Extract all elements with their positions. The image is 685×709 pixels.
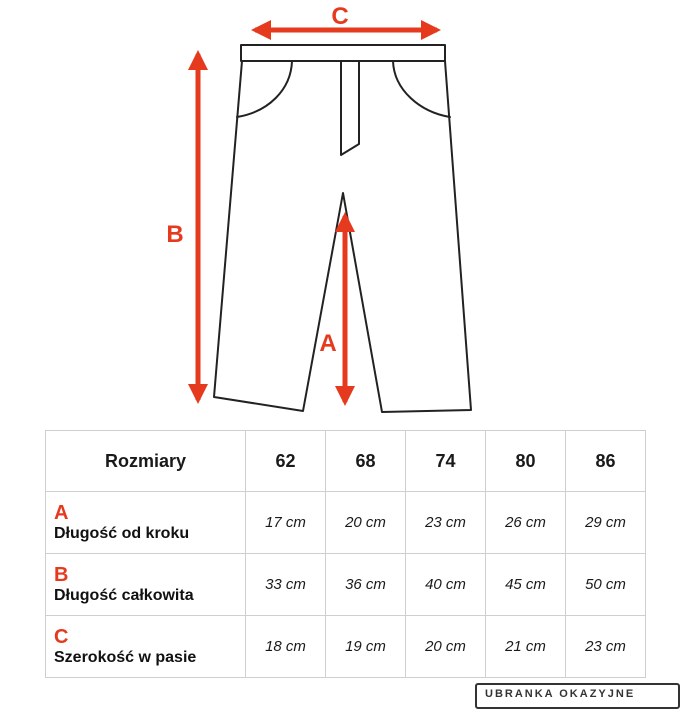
size-header: 62: [246, 431, 326, 492]
table-cell: 45 cm: [486, 554, 566, 616]
table-cell: 29 cm: [566, 492, 646, 554]
size-table: [45, 430, 646, 678]
size-header: 68: [326, 431, 406, 492]
table-cell: 40 cm: [406, 554, 486, 616]
size-header: 74: [406, 431, 486, 492]
table-cell: 50 cm: [566, 554, 646, 616]
table-cell: 23 cm: [566, 616, 646, 678]
label-b: B: [166, 221, 184, 248]
table-cell: 21 cm: [486, 616, 566, 678]
row-name: Długość całkowita: [54, 586, 194, 604]
right-pocket: [393, 61, 450, 117]
table-cell: 17 cm: [246, 492, 326, 554]
brand-logo: UBRANKA OKAZYJNE: [475, 683, 680, 709]
table-cell: 20 cm: [326, 492, 406, 554]
size-header: 86: [566, 431, 646, 492]
label-a: A: [319, 330, 337, 357]
table-header-row: [46, 431, 646, 492]
left-pocket: [237, 61, 292, 117]
table-cell: 19 cm: [326, 616, 406, 678]
table-cell: 23 cm: [406, 492, 486, 554]
table-cell: 33 cm: [246, 554, 326, 616]
label-c: C: [331, 3, 349, 30]
header-label: Rozmiary: [46, 431, 246, 492]
row-name: Szerokość w pasie: [54, 648, 197, 666]
waistband: [241, 45, 445, 61]
row-letter: A: [54, 501, 69, 524]
row-letter: C: [54, 625, 69, 648]
table-cell: 18 cm: [246, 616, 326, 678]
table-cell: 36 cm: [326, 554, 406, 616]
table-row: [46, 616, 646, 678]
row-name: Długość od kroku: [54, 524, 190, 542]
row-label: [46, 492, 246, 554]
table-row: [46, 554, 646, 616]
fly: [341, 61, 359, 155]
row-label: [46, 554, 246, 616]
row-label: [46, 616, 246, 678]
table-cell: 26 cm: [486, 492, 566, 554]
table-cell: 20 cm: [406, 616, 486, 678]
row-letter: B: [54, 563, 69, 586]
table-row: [46, 492, 646, 554]
size-header: 80: [486, 431, 566, 492]
